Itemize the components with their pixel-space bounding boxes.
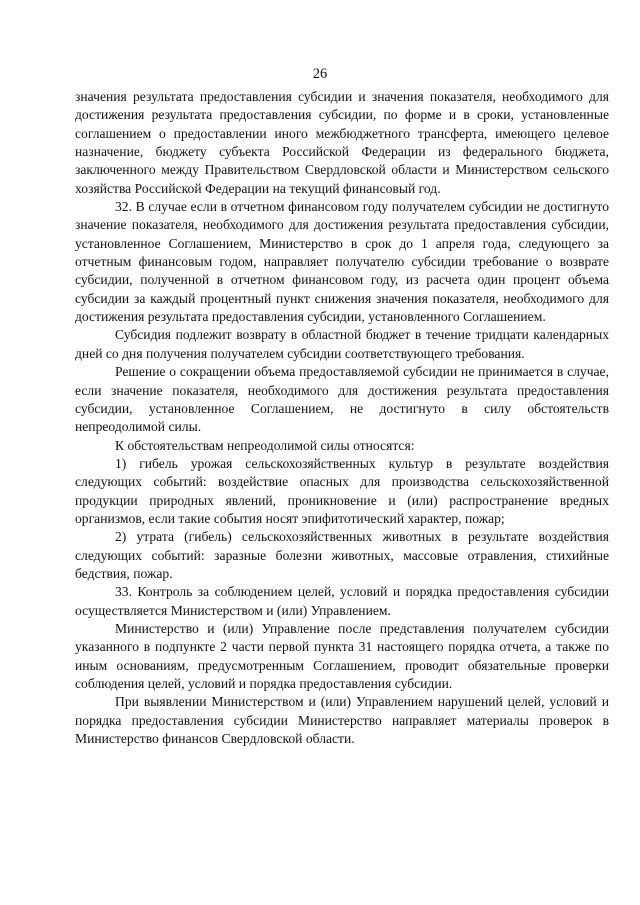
paragraph-inspections: Министерство и (или) Управление после представления получателем субсидии указанного в подпункте 2 части первой пункта 31 настоящего порядка отчета, а также по иным основаниям, предусмотренным Соглашением, проводит обязательные проверки соблюдения целей, условий и порядка предоставления субсидии. [75, 620, 609, 691]
paragraph-clause-33: 33. Контроль за соблюдением целей, условий и порядка предоставления субсидии осуществляется Министерством и (или) Управлением. [75, 584, 609, 618]
paragraph-force-majeure-item-1: 1) гибель урожая сельскохозяйственных культур в результате воздействия следующих событий: воздействие опасных для производства сельскохозяйственной продукции природных явлений, проникновение и (или) распространение вредных организмов, если такие события носят эпифитотический характер, пожар; [75, 455, 609, 526]
paragraph-force-majeure-item-2: 2) утрата (гибель) сельскохозяйственных животных в результате воздействия следующих событий: заразные болезни животных, массовые отравления, стихийные бедствия, пожар. [75, 529, 609, 581]
paragraph-violations: При выявлении Министерством и (или) Управлением нарушений целей, условий и порядка предоставления субсидии Министерство направляет материалы проверок в Министерство финансов Свердловской области. [75, 694, 609, 747]
paragraph-clause-32: 32. В случае если в отчетном финансовом году получателем субсидии не достигнуто значение показателя, необходимого для достижения результата предоставления субсидии, установленное Соглашением, Министерство в срок до 1 апреля года, следующего за отчетным финансовым годом, направляет получателю субсидии требование о возврате субсидии, полученной в отчетном финансовом году, из расчета один процент объема субсидии за каждый процентный пункт снижения значения показателя, необходимого для достижения результата предоставления субсидии, установленного Соглашением. [75, 199, 609, 325]
paragraph-refund-term: Субсидия подлежит возврату в областной бюджет в течение тридцати календарных дней со дня получения получателем субсидии соответствующего требования. [75, 327, 609, 361]
page-number: 26 [312, 66, 328, 82]
document-body [75, 88, 609, 748]
paragraph-continuation: значения результата предоставления субсидии и значения показателя, необходимого для достижения результата предоставления субсидии, по форме и в сроки, установленные соглашением о предоставлении иного межбюджетного трансферта, имеющего целевое назначение, бюджету субъекта Российской Федерации из федерального бюджета, заключенного между Правительством Свердловской области и Министерством сельского хозяйства Российской Федерации на текущий финансовый год. [75, 89, 609, 196]
paragraph-force-majeure-intro: К обстоятельствам непреодолимой силы относятся: [115, 437, 415, 453]
paragraph-no-reduction: Решение о сокращении объема предоставляемой субсидии не принимается в случае, если значение показателя, необходимого для достижения результата предоставления субсидии, установленное Соглашением, не достигнуто в силу обстоятельств непреодолимой силы. [75, 364, 609, 435]
